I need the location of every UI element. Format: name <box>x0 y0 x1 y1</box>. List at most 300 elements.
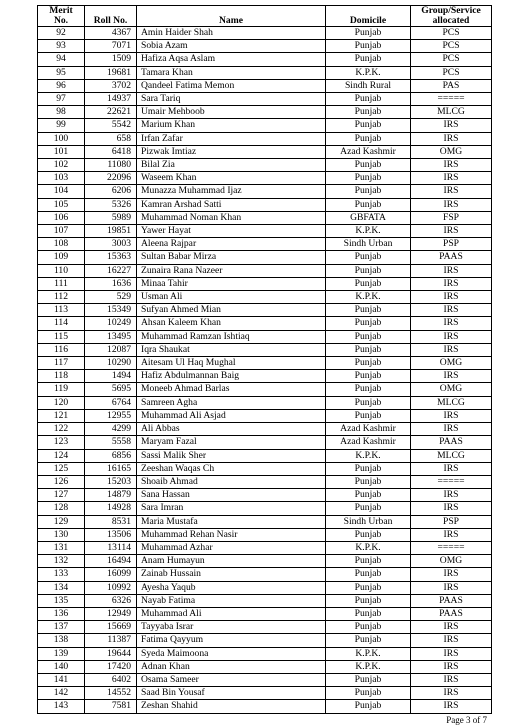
page-footer: Page 3 of 7 <box>446 715 487 725</box>
merit-no-cell: 93 <box>38 40 85 53</box>
group-service-cell: IRS <box>411 502 492 515</box>
group-service-cell: PAAS <box>411 607 492 620</box>
domicile-cell: Sindh Rural <box>326 79 411 92</box>
table-row <box>38 198 492 211</box>
merit-list-table <box>37 5 492 714</box>
table-row <box>38 79 492 92</box>
merit-no-cell: 104 <box>38 185 85 198</box>
group-service-cell: ===== <box>411 93 492 106</box>
table-row <box>38 251 492 264</box>
name-cell: Zunaira Rana Nazeer <box>137 264 326 277</box>
table-row <box>38 634 492 647</box>
table-row <box>38 330 492 343</box>
merit-no-cell: 131 <box>38 541 85 554</box>
domicile-cell: Punjab <box>326 568 411 581</box>
group-service-cell: PAS <box>411 79 492 92</box>
roll-no-cell: 16165 <box>85 462 137 475</box>
domicile-cell: Sindh Urban <box>326 515 411 528</box>
domicile-cell: Punjab <box>326 409 411 422</box>
merit-no-cell: 102 <box>38 159 85 172</box>
merit-no-cell: 97 <box>38 93 85 106</box>
name-cell: Maryam Fazal <box>137 436 326 449</box>
merit-no-cell: 115 <box>38 330 85 343</box>
table-row <box>38 370 492 383</box>
group-service-cell: OMG <box>411 357 492 370</box>
merit-no-cell: 100 <box>38 132 85 145</box>
group-service-cell: IRS <box>411 172 492 185</box>
name-cell: Shoaib Ahmad <box>137 475 326 488</box>
table-row <box>38 489 492 502</box>
merit-no-cell: 140 <box>38 660 85 673</box>
table-row <box>38 555 492 568</box>
group-service-cell: OMG <box>411 383 492 396</box>
group-service-cell: PCS <box>411 27 492 40</box>
merit-no-cell: 114 <box>38 317 85 330</box>
name-cell: Usman Ali <box>137 291 326 304</box>
table-row <box>38 106 492 119</box>
domicile-cell: Punjab <box>326 106 411 119</box>
table-row <box>38 66 492 79</box>
roll-no-cell: 13114 <box>85 541 137 554</box>
name-cell: Kamran Arshad Satti <box>137 198 326 211</box>
name-cell: Zainab Hussain <box>137 568 326 581</box>
roll-no-cell: 6418 <box>85 145 137 158</box>
merit-no-cell: 129 <box>38 515 85 528</box>
roll-no-cell: 1509 <box>85 53 137 66</box>
roll-no-cell: 12955 <box>85 409 137 422</box>
name-cell: Iqra Shaukat <box>137 343 326 356</box>
table-header-row <box>38 6 492 27</box>
domicile-cell: Punjab <box>326 27 411 40</box>
group-service-cell: PAAS <box>411 251 492 264</box>
roll-no-cell: 14937 <box>85 93 137 106</box>
merit-no-cell: 134 <box>38 581 85 594</box>
name-cell: Munazza Muhammad Ijaz <box>137 185 326 198</box>
table-row <box>38 119 492 132</box>
group-service-cell: ===== <box>411 475 492 488</box>
table-row <box>38 317 492 330</box>
table-row <box>38 449 492 462</box>
domicile-cell: Punjab <box>326 132 411 145</box>
name-cell: Hafiza Aqsa Aslam <box>137 53 326 66</box>
group-service-cell: IRS <box>411 185 492 198</box>
roll-no-cell: 14928 <box>85 502 137 515</box>
table-row <box>38 541 492 554</box>
merit-no-cell: 106 <box>38 211 85 224</box>
name-cell: Minaa Tahir <box>137 277 326 290</box>
name-cell: Irfan Zafar <box>137 132 326 145</box>
roll-no-cell: 19644 <box>85 647 137 660</box>
table-row <box>38 93 492 106</box>
domicile-cell: Punjab <box>326 581 411 594</box>
table-row <box>38 53 492 66</box>
name-cell: Aleena Rajpar <box>137 238 326 251</box>
roll-no-cell: 6206 <box>85 185 137 198</box>
merit-no-cell: 108 <box>38 238 85 251</box>
merit-no-cell: 96 <box>38 79 85 92</box>
table-row <box>38 607 492 620</box>
roll-no-cell: 19681 <box>85 66 137 79</box>
roll-no-cell: 16494 <box>85 555 137 568</box>
domicile-cell: Punjab <box>326 555 411 568</box>
roll-no-cell: 19851 <box>85 225 137 238</box>
table-row <box>38 502 492 515</box>
group-service-cell: MLCG <box>411 106 492 119</box>
merit-no-cell: 113 <box>38 304 85 317</box>
merit-no-cell: 133 <box>38 568 85 581</box>
roll-no-cell: 1494 <box>85 370 137 383</box>
group-service-cell: IRS <box>411 687 492 700</box>
group-service-cell: IRS <box>411 462 492 475</box>
table-row <box>38 423 492 436</box>
roll-no-cell: 12087 <box>85 343 137 356</box>
group-service-cell: ===== <box>411 541 492 554</box>
domicile-cell: Punjab <box>326 264 411 277</box>
group-service-cell: PSP <box>411 515 492 528</box>
table-row <box>38 185 492 198</box>
domicile-cell: Punjab <box>326 489 411 502</box>
table-row <box>38 211 492 224</box>
name-cell: Muhammad Rehan Nasir <box>137 528 326 541</box>
table-row <box>38 409 492 422</box>
name-cell: Moneeb Ahmad Barlas <box>137 383 326 396</box>
name-cell: Muhammad Noman Khan <box>137 211 326 224</box>
table-row <box>38 159 492 172</box>
roll-no-cell: 5558 <box>85 436 137 449</box>
table-row <box>38 673 492 686</box>
table-row <box>38 145 492 158</box>
name-cell: Sara Tariq <box>137 93 326 106</box>
domicile-cell: Punjab <box>326 607 411 620</box>
name-cell: Saad Bin Yousaf <box>137 687 326 700</box>
name-cell: Amin Haider Shah <box>137 27 326 40</box>
roll-no-cell: 10992 <box>85 581 137 594</box>
domicile-cell: Punjab <box>326 119 411 132</box>
merit-no-cell: 132 <box>38 555 85 568</box>
roll-no-cell: 15349 <box>85 304 137 317</box>
domicile-cell: K.P.K. <box>326 66 411 79</box>
group-service-cell: PCS <box>411 53 492 66</box>
domicile-cell: Punjab <box>326 634 411 647</box>
merit-no-cell: 112 <box>38 291 85 304</box>
group-service-cell: PAAS <box>411 594 492 607</box>
group-service-cell: IRS <box>411 317 492 330</box>
name-cell: Qandeel Fatima Memon <box>137 79 326 92</box>
group-service-cell: FSP <box>411 211 492 224</box>
name-cell: Anam Humayun <box>137 555 326 568</box>
name-cell: Nayab Fatima <box>137 594 326 607</box>
table-row <box>38 304 492 317</box>
name-cell: Sultan Babar Mirza <box>137 251 326 264</box>
group-service-cell: PCS <box>411 66 492 79</box>
name-cell: Marium Khan <box>137 119 326 132</box>
table-row <box>38 700 492 713</box>
domicile-cell: K.P.K. <box>326 541 411 554</box>
domicile-cell: Azad Kashmir <box>326 436 411 449</box>
domicile-cell: Punjab <box>326 185 411 198</box>
table-row <box>38 291 492 304</box>
table-row <box>38 568 492 581</box>
roll-no-cell: 22621 <box>85 106 137 119</box>
merit-no-cell: 118 <box>38 370 85 383</box>
table-row <box>38 396 492 409</box>
group-service-cell: IRS <box>411 264 492 277</box>
name-cell: Muhammad Ali <box>137 607 326 620</box>
roll-no-cell: 14552 <box>85 687 137 700</box>
group-service-cell: MLCG <box>411 396 492 409</box>
domicile-cell: Punjab <box>326 304 411 317</box>
roll-no-cell: 22096 <box>85 172 137 185</box>
name-cell: Sara Imran <box>137 502 326 515</box>
group-service-cell: IRS <box>411 568 492 581</box>
roll-no-cell: 3003 <box>85 238 137 251</box>
name-cell: Muhammad Ali Asjad <box>137 409 326 422</box>
domicile-cell: Punjab <box>326 317 411 330</box>
domicile-cell: Punjab <box>326 475 411 488</box>
name-cell: Adnan Khan <box>137 660 326 673</box>
domicile-cell: Punjab <box>326 40 411 53</box>
domicile-cell: Punjab <box>326 370 411 383</box>
name-cell: Muhammad Azhar <box>137 541 326 554</box>
table-body <box>38 27 492 714</box>
merit-no-cell: 137 <box>38 621 85 634</box>
group-service-cell: IRS <box>411 277 492 290</box>
name-cell: Sana Hassan <box>137 489 326 502</box>
domicile-cell: Punjab <box>326 396 411 409</box>
roll-no-cell: 5326 <box>85 198 137 211</box>
table-row <box>38 238 492 251</box>
group-service-cell: IRS <box>411 673 492 686</box>
roll-no-cell: 11387 <box>85 634 137 647</box>
merit-no-cell: 94 <box>38 53 85 66</box>
roll-no-cell: 7581 <box>85 700 137 713</box>
merit-no-cell: 122 <box>38 423 85 436</box>
domicile-cell: Sindh Urban <box>326 238 411 251</box>
domicile-cell: Punjab <box>326 687 411 700</box>
group-service-cell: OMG <box>411 555 492 568</box>
group-service-cell: PCS <box>411 40 492 53</box>
group-service-cell: IRS <box>411 660 492 673</box>
merit-no-cell: 95 <box>38 66 85 79</box>
roll-no-cell: 14879 <box>85 489 137 502</box>
group-service-cell: IRS <box>411 370 492 383</box>
merit-no-cell: 109 <box>38 251 85 264</box>
domicile-cell: Punjab <box>326 594 411 607</box>
group-service-cell: IRS <box>411 634 492 647</box>
name-cell: Zeshan Shahid <box>137 700 326 713</box>
name-header: Name <box>137 6 326 27</box>
table-row <box>38 528 492 541</box>
group-service-cell: IRS <box>411 304 492 317</box>
roll-no-cell: 3702 <box>85 79 137 92</box>
merit-no-cell: 107 <box>38 225 85 238</box>
group-service-cell: IRS <box>411 423 492 436</box>
merit-no-cell: 98 <box>38 106 85 119</box>
roll-no-cell: 15669 <box>85 621 137 634</box>
roll-no-cell: 529 <box>85 291 137 304</box>
merit-no-cell: 110 <box>38 264 85 277</box>
roll-no-cell: 16227 <box>85 264 137 277</box>
domicile-cell: Punjab <box>326 251 411 264</box>
group-service-cell: IRS <box>411 132 492 145</box>
domicile-cell: Punjab <box>326 172 411 185</box>
name-cell: Pizwak Imtiaz <box>137 145 326 158</box>
group-service-cell: IRS <box>411 291 492 304</box>
table-row <box>38 647 492 660</box>
name-cell: Ali Abbas <box>137 423 326 436</box>
name-cell: Sufyan Ahmed Mian <box>137 304 326 317</box>
domicile-cell: Azad Kashmir <box>326 423 411 436</box>
merit-no-cell: 141 <box>38 673 85 686</box>
name-cell: Tamara Khan <box>137 66 326 79</box>
name-cell: Bilal Zia <box>137 159 326 172</box>
merit-no-cell: 142 <box>38 687 85 700</box>
roll-no-cell: 5542 <box>85 119 137 132</box>
domicile-cell: Punjab <box>326 53 411 66</box>
roll-no-header: Roll No. <box>85 6 137 27</box>
merit-no-cell: 135 <box>38 594 85 607</box>
roll-no-cell: 17420 <box>85 660 137 673</box>
name-cell: Waseem Khan <box>137 172 326 185</box>
domicile-cell: Punjab <box>326 277 411 290</box>
roll-no-cell: 7071 <box>85 40 137 53</box>
domicile-cell: K.P.K. <box>326 647 411 660</box>
roll-no-cell: 4367 <box>85 27 137 40</box>
name-cell: Hafiz Abdulmannan Baig <box>137 370 326 383</box>
name-cell: Umair Mehboob <box>137 106 326 119</box>
domicile-cell: Azad Kashmir <box>326 145 411 158</box>
domicile-cell: Punjab <box>326 673 411 686</box>
roll-no-cell: 11080 <box>85 159 137 172</box>
name-cell: Sobia Azam <box>137 40 326 53</box>
table-row <box>38 132 492 145</box>
table-row <box>38 515 492 528</box>
table-row <box>38 462 492 475</box>
name-cell: Tayyaba Israr <box>137 621 326 634</box>
group-service-cell: IRS <box>411 409 492 422</box>
roll-no-cell: 1636 <box>85 277 137 290</box>
domicile-cell: Punjab <box>326 700 411 713</box>
roll-no-cell: 15203 <box>85 475 137 488</box>
merit-no-cell: 125 <box>38 462 85 475</box>
table-row <box>38 621 492 634</box>
name-cell: Osama Sameer <box>137 673 326 686</box>
roll-no-cell: 658 <box>85 132 137 145</box>
roll-no-cell: 13506 <box>85 528 137 541</box>
group-service-cell: IRS <box>411 621 492 634</box>
domicile-cell: Punjab <box>326 357 411 370</box>
merit-no-cell: 99 <box>38 119 85 132</box>
name-cell: Ayesha Yaqub <box>137 581 326 594</box>
group-service-cell: IRS <box>411 198 492 211</box>
domicile-cell: K.P.K. <box>326 660 411 673</box>
merit-no-cell: 121 <box>38 409 85 422</box>
merit-no-cell: 116 <box>38 343 85 356</box>
merit-no-cell: 139 <box>38 647 85 660</box>
name-cell: Yawer Hayat <box>137 225 326 238</box>
roll-no-cell: 12949 <box>85 607 137 620</box>
name-cell: Aitesam Ul Haq Mughal <box>137 357 326 370</box>
table-row <box>38 172 492 185</box>
merit-no-cell: 138 <box>38 634 85 647</box>
roll-no-cell: 6402 <box>85 673 137 686</box>
table-row <box>38 27 492 40</box>
domicile-cell: Punjab <box>326 502 411 515</box>
roll-no-cell: 4299 <box>85 423 137 436</box>
table-row <box>38 40 492 53</box>
merit-no-cell: 92 <box>38 27 85 40</box>
roll-no-cell: 16099 <box>85 568 137 581</box>
merit-no-cell: 105 <box>38 198 85 211</box>
group-service-cell: MLCG <box>411 449 492 462</box>
table-row <box>38 383 492 396</box>
name-cell: Maria Mustafa <box>137 515 326 528</box>
name-cell: Sassi Malik Sher <box>137 449 326 462</box>
domicile-cell: Punjab <box>326 343 411 356</box>
domicile-cell: K.P.K. <box>326 225 411 238</box>
merit-no-header: Merit No. <box>38 6 85 27</box>
group-service-cell: PAAS <box>411 436 492 449</box>
merit-no-cell: 103 <box>38 172 85 185</box>
domicile-cell: Punjab <box>326 198 411 211</box>
domicile-cell: Punjab <box>326 462 411 475</box>
roll-no-cell: 6326 <box>85 594 137 607</box>
merit-no-cell: 130 <box>38 528 85 541</box>
merit-no-cell: 128 <box>38 502 85 515</box>
domicile-cell: K.P.K. <box>326 291 411 304</box>
merit-list-sheet <box>37 5 491 714</box>
table-row <box>38 357 492 370</box>
name-cell: Zeeshan Waqas Ch <box>137 462 326 475</box>
group-service-cell: IRS <box>411 119 492 132</box>
merit-no-cell: 143 <box>38 700 85 713</box>
domicile-cell: Punjab <box>326 93 411 106</box>
roll-no-cell: 5989 <box>85 211 137 224</box>
group-service-cell: IRS <box>411 330 492 343</box>
group-service-cell: IRS <box>411 225 492 238</box>
roll-no-cell: 6856 <box>85 449 137 462</box>
roll-no-cell: 10249 <box>85 317 137 330</box>
domicile-cell: Punjab <box>326 528 411 541</box>
group-service-cell: PSP <box>411 238 492 251</box>
domicile-header: Domicile <box>326 6 411 27</box>
domicile-cell: Punjab <box>326 621 411 634</box>
domicile-cell: Punjab <box>326 383 411 396</box>
group-service-cell: OMG <box>411 145 492 158</box>
roll-no-cell: 6764 <box>85 396 137 409</box>
name-cell: Syeda Maimoona <box>137 647 326 660</box>
table-row <box>38 594 492 607</box>
domicile-cell: GBFATA <box>326 211 411 224</box>
group-service-cell: IRS <box>411 700 492 713</box>
group-service-cell: IRS <box>411 489 492 502</box>
table-row <box>38 660 492 673</box>
merit-no-cell: 101 <box>38 145 85 158</box>
table-row <box>38 264 492 277</box>
group-service-cell: IRS <box>411 581 492 594</box>
name-cell: Muhammad Ramzan Ishtiaq <box>137 330 326 343</box>
merit-no-cell: 136 <box>38 607 85 620</box>
group-service-header: Group/Service allocated <box>411 6 492 27</box>
roll-no-cell: 10290 <box>85 357 137 370</box>
name-cell: Samreen Agha <box>137 396 326 409</box>
roll-no-cell: 13495 <box>85 330 137 343</box>
merit-no-cell: 127 <box>38 489 85 502</box>
merit-no-cell: 126 <box>38 475 85 488</box>
table-row <box>38 581 492 594</box>
merit-no-cell: 117 <box>38 357 85 370</box>
merit-no-cell: 111 <box>38 277 85 290</box>
